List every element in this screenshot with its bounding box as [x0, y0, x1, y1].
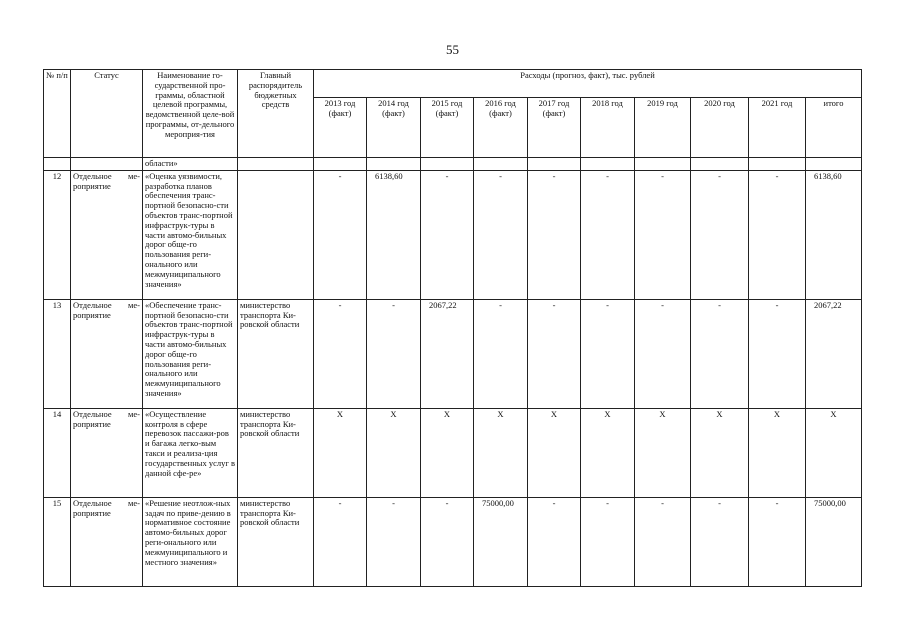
row-manager: министерство транспорта Ки-ровской области [238, 299, 314, 408]
row-manager [238, 170, 314, 299]
row-value: - [367, 299, 421, 408]
row-name: «Обеспечение транс-портной безопасно-сти объектов транс-портной инфраструк-туры в части автомо-бильных дорог обще-го пользования реги-онального или межмуниципального значения» [143, 299, 238, 408]
header-name: Наименование го-сударственной про-граммы, областной целевой программы, ведомственной целе-вой программы, от-дельного мероприя-тия [143, 70, 238, 158]
header-year: 2018 год [581, 98, 635, 158]
row-total: X [806, 408, 862, 497]
header-year: 2013 год (факт) [314, 98, 367, 158]
row-value: - [581, 170, 635, 299]
continuation-text: области» [143, 158, 238, 171]
row-value: - [528, 299, 581, 408]
row-value: - [581, 497, 635, 586]
table-row [44, 299, 862, 408]
row-value: - [528, 170, 581, 299]
row-value: X [581, 408, 635, 497]
row-status: Отдельное ме-роприятие [71, 408, 143, 497]
table-row [44, 497, 862, 586]
row-value: - [314, 497, 367, 586]
row-value: X [474, 408, 528, 497]
header-year: 2017 год (факт) [528, 98, 581, 158]
budget-table [43, 69, 862, 587]
row-value: 75000,00 [474, 497, 528, 586]
row-value: X [314, 408, 367, 497]
row-value: - [749, 497, 806, 586]
row-value: - [314, 299, 367, 408]
header-expenses: Расходы (прогноз, факт), тыс. рублей [314, 70, 862, 98]
row-value: - [635, 170, 691, 299]
continuation-row [44, 158, 862, 171]
row-value: - [421, 170, 474, 299]
row-value: X [367, 408, 421, 497]
header-status: Статус [71, 70, 143, 158]
row-num: 15 [44, 497, 71, 586]
table-row [44, 170, 862, 299]
row-value: - [635, 497, 691, 586]
row-num: 13 [44, 299, 71, 408]
header-manager: Главный распорядитель бюджетных средств [238, 70, 314, 158]
row-total: 6138,60 [806, 170, 862, 299]
row-value: - [749, 299, 806, 408]
row-total: 2067,22 [806, 299, 862, 408]
row-manager: министерство транспорта Ки-ровской области [238, 497, 314, 586]
row-value: X [691, 408, 749, 497]
header-year: 2016 год (факт) [474, 98, 528, 158]
row-value: - [474, 170, 528, 299]
row-value: X [528, 408, 581, 497]
row-value: - [749, 170, 806, 299]
header-year: 2021 год [749, 98, 806, 158]
header-year: 2020 год [691, 98, 749, 158]
row-manager: министерство транспорта Ки-ровской области [238, 408, 314, 497]
row-num: 12 [44, 170, 71, 299]
row-value: - [691, 497, 749, 586]
row-status: Отдельное ме-роприятие [71, 299, 143, 408]
page-number: 55 [446, 42, 459, 57]
row-value: - [581, 299, 635, 408]
row-value: X [421, 408, 474, 497]
row-value: - [691, 299, 749, 408]
header-year: 2019 год [635, 98, 691, 158]
row-num: 14 [44, 408, 71, 497]
row-value: - [314, 170, 367, 299]
row-status: Отдельное ме-роприятие [71, 170, 143, 299]
row-value: 2067,22 [421, 299, 474, 408]
row-value: - [367, 497, 421, 586]
row-value: 6138,60 [367, 170, 421, 299]
row-value: - [635, 299, 691, 408]
header-num: № п/п [44, 70, 71, 158]
row-value: - [421, 497, 474, 586]
row-value: - [528, 497, 581, 586]
row-name: «Решение неотлож-ных задач по приве-дению в нормативное состояние автомо-бильных дорог реги-онального или межмуниципального и местного значения» [143, 497, 238, 586]
row-name: «Осуществление контроля в сфере перевозок пассажи-ров и багажа легко-вым такси и реализа-ция государственных услуг в данной сфе-ре» [143, 408, 238, 497]
header-year: 2014 год (факт) [367, 98, 421, 158]
row-status: Отдельное ме-роприятие [71, 497, 143, 586]
row-value: X [635, 408, 691, 497]
row-value: - [691, 170, 749, 299]
table-row [44, 408, 862, 497]
header-year: 2015 год (факт) [421, 98, 474, 158]
row-value: X [749, 408, 806, 497]
row-name: «Оценка уязвимости, разработка планов обеспечения транс-портной безопасно-сти объектов транс-портной инфраструк-туры в части автомо-бильных дорог обще-го пользования реги-онального или межмуниципального значения» [143, 170, 238, 299]
header-total: итого [806, 98, 862, 158]
row-value: - [474, 299, 528, 408]
row-total: 75000,00 [806, 497, 862, 586]
